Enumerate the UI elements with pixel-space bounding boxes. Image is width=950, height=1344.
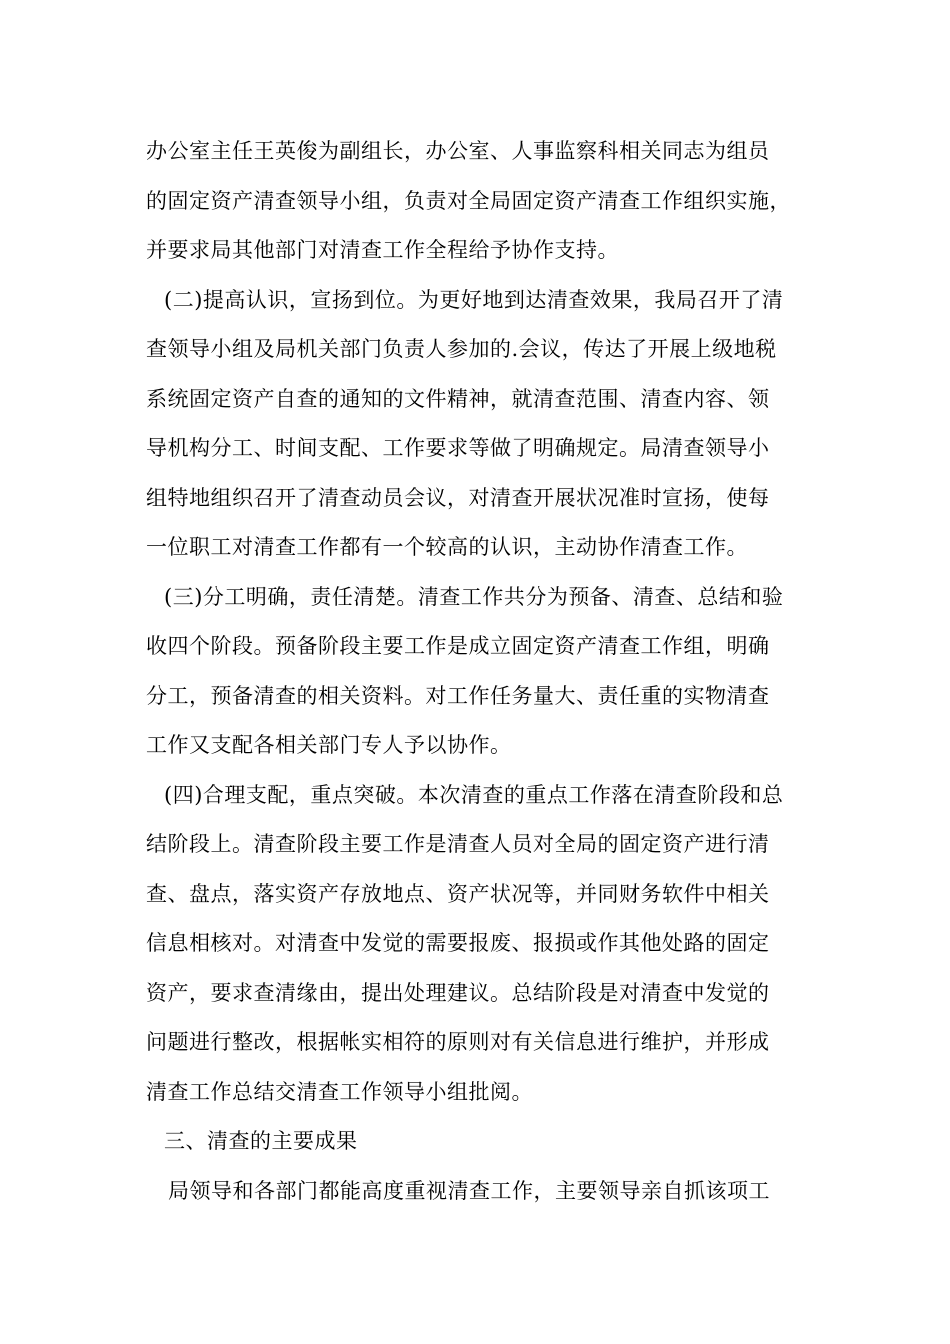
text-line: 并要求局其他部门对清查工作全程给予协作支持。 <box>146 238 619 262</box>
text-line: 系统固定资产自查的通知的文件精神，就清查范围、清查内容、领 <box>146 386 770 411</box>
text-line: 结阶段上。清查阶段主要工作是清查人员对全局的固定资产进行清 <box>146 832 770 856</box>
text-line: 收四个阶段。预备阶段主要工作是成立固定资产清查工作组，明确 <box>146 634 770 658</box>
text-line: 导机构分工、时间支配、工作要求等做了明确规定。局清查领导小 <box>146 436 770 460</box>
paragraph-start-line: (三)分工明确，责任清楚。清查工作共分为预备、清查、总结和验 <box>164 584 784 609</box>
paragraph-start-line: (二)提高认识，宣扬到位。为更好地到达清查效果，我局召开了清 <box>164 287 784 312</box>
text-line: 查领导小组及局机关部门负责人参加的.会议，传达了开展上级地税 <box>146 337 777 361</box>
document-body <box>146 127 826 1216</box>
text-line: 办公室主任王英俊为副组长，办公室、人事监察科相关同志为组员 <box>146 139 770 163</box>
text-line: 查、盘点，落实资产存放地点、资产状况等，并同财务软件中相关 <box>146 881 770 906</box>
text-line: 问题进行整改，根据帐实相符的原则对有关信息进行维护，并形成 <box>146 1030 770 1054</box>
text-line: 清查工作总结交清查工作领导小组批阅。 <box>146 1079 533 1104</box>
section-heading: 三、清查的主要成果 <box>164 1129 358 1153</box>
paragraph-start-line: (四)合理支配，重点突破。本次清查的重点工作落在清查阶段和总 <box>164 782 784 807</box>
text-line: 一位职工对清查工作都有一个较高的认识，主动协作清查工作。 <box>146 535 748 559</box>
text-line: 组特地组织召开了清查动员会议，对清查开展状况准时宣扬，使每 <box>146 485 770 510</box>
paragraph-start-line: 局领导和各部门都能高度重视清查工作，主要领导亲自抓该项工 <box>168 1178 770 1203</box>
text-line: 的固定资产清查领导小组，负责对全局固定资产清查工作组织实施， <box>146 188 791 213</box>
text-line: 工作又支配各相关部门专人予以协作。 <box>146 733 512 757</box>
text-line: 信息相核对。对清查中发觉的需要报废、报损或作其他处路的固定 <box>146 931 770 955</box>
text-line: 资产，要求查清缘由，提出处理建议。总结阶段是对清查中发觉的 <box>146 980 770 1005</box>
text-line: 分工，预备清查的相关资料。对工作任务量大、责任重的实物清查 <box>146 683 770 708</box>
